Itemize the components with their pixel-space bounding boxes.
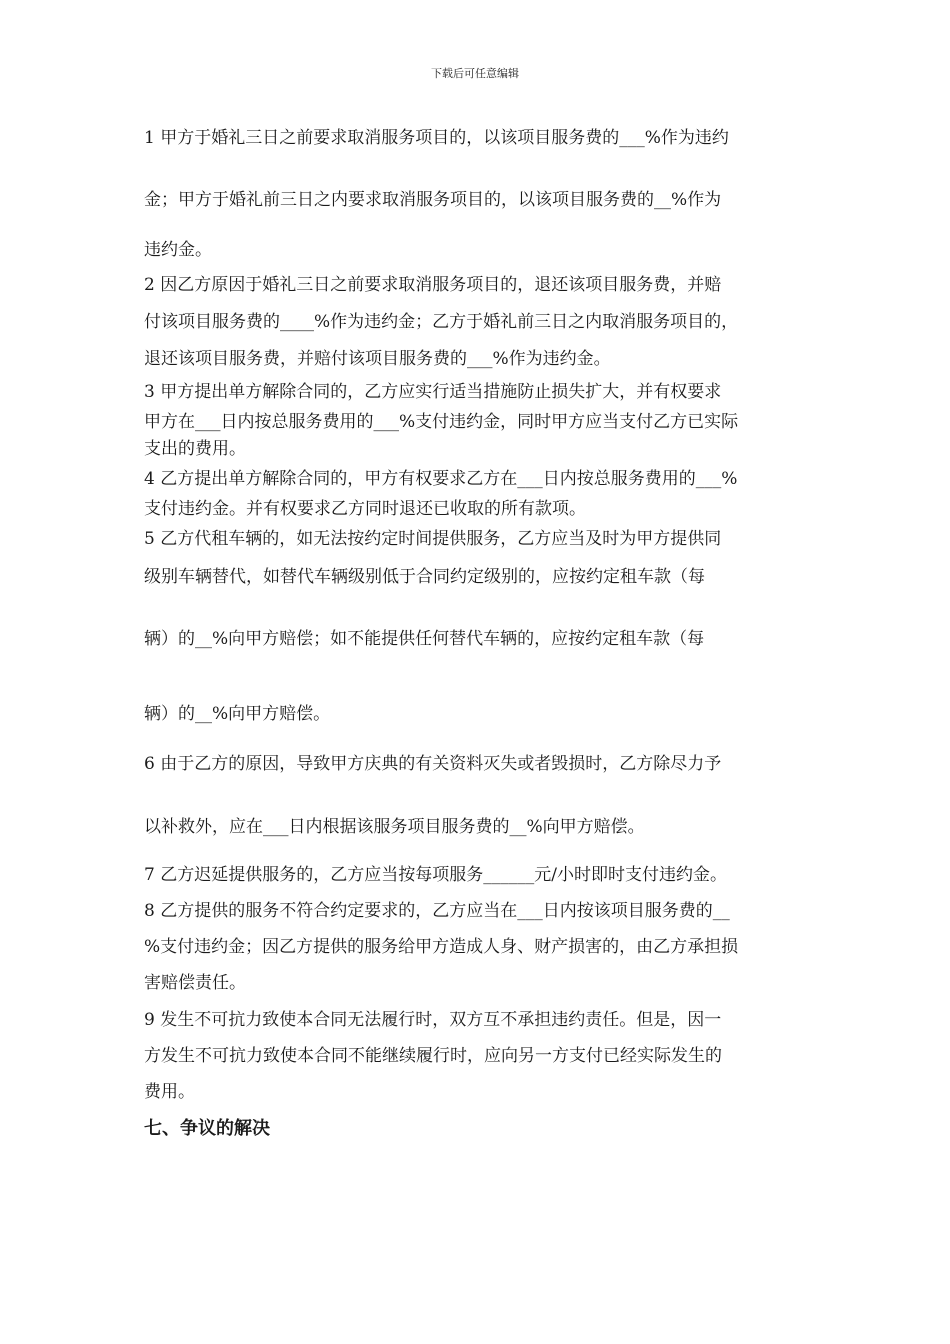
clause-line: 辆）的__%向甲方赔偿。 [144,704,331,724]
clause-line: %支付违约金；因乙方提供的服务给甲方造成人身、财产损害的，由乙方承担损 [144,937,739,957]
clause-line: 支付违约金。并有权要求乙方同时退还已收取的所有款项。 [144,499,586,519]
clause-line: 6 由于乙方的原因，导致甲方庆典的有关资料灭失或者毁损时，乙方除尽力予 [144,754,722,774]
clause-line: 以补救外，应在___日内根据该服务项目服务费的__%向甲方赔偿。 [144,817,645,837]
clause-line: 退还该项目服务费，并赔付该项目服务费的___%作为违约金。 [144,349,611,369]
clause-line: 7 乙方迟延提供服务的，乙方应当按每项服务______元/小时即时支付违约金。 [144,865,727,885]
clause-line: 辆）的__%向甲方赔偿；如不能提供任何替代车辆的，应按约定租车款（每 [144,629,705,649]
clause-line: 费用。 [144,1082,195,1102]
clause-line: 违约金。 [144,240,212,260]
clause-line: 级别车辆替代，如替代车辆级别低于合同约定级别的，应按约定租车款（每 [144,567,705,587]
clause-line: 甲方在___日内按总服务费用的___%支付违约金，同时甲方应当支付乙方已实际 [144,412,739,432]
clause-line: 3 甲方提出单方解除合同的，乙方应实行适当措施防止损失扩大，并有权要求 [144,382,722,402]
clause-line: 方发生不可抗力致使本合同不能继续履行时，应向另一方支付已经实际发生的 [144,1046,722,1066]
clause-line: 4 乙方提出单方解除合同的，甲方有权要求乙方在___日内按总服务费用的___% [144,469,738,489]
page-header: 下载后可任意编辑 [431,67,519,80]
section-heading: 七、争议的解决 [144,1118,270,1139]
clause-line: 5 乙方代租车辆的，如无法按约定时间提供服务，乙方应当及时为甲方提供同 [144,529,722,549]
clause-line: 金；甲方于婚礼前三日之内要求取消服务项目的，以该项目服务费的__%作为 [144,190,722,210]
clause-line: 害赔偿责任。 [144,973,246,993]
clause-line: 2 因乙方原因于婚礼三日之前要求取消服务项目的，退还该项目服务费，并赔 [144,275,722,295]
clause-line: 8 乙方提供的服务不符合约定要求的，乙方应当在___日内按该项目服务费的__ [144,901,730,921]
clause-line: 9 发生不可抗力致使本合同无法履行时，双方互不承担违约责任。但是，因一 [144,1010,722,1030]
clause-line: 1 甲方于婚礼三日之前要求取消服务项目的，以该项目服务费的___%作为违约 [144,128,729,148]
clause-line: 付该项目服务费的____%作为违约金；乙方于婚礼前三日之内取消服务项目的， [144,312,739,332]
clause-line: 支出的费用。 [144,439,246,459]
